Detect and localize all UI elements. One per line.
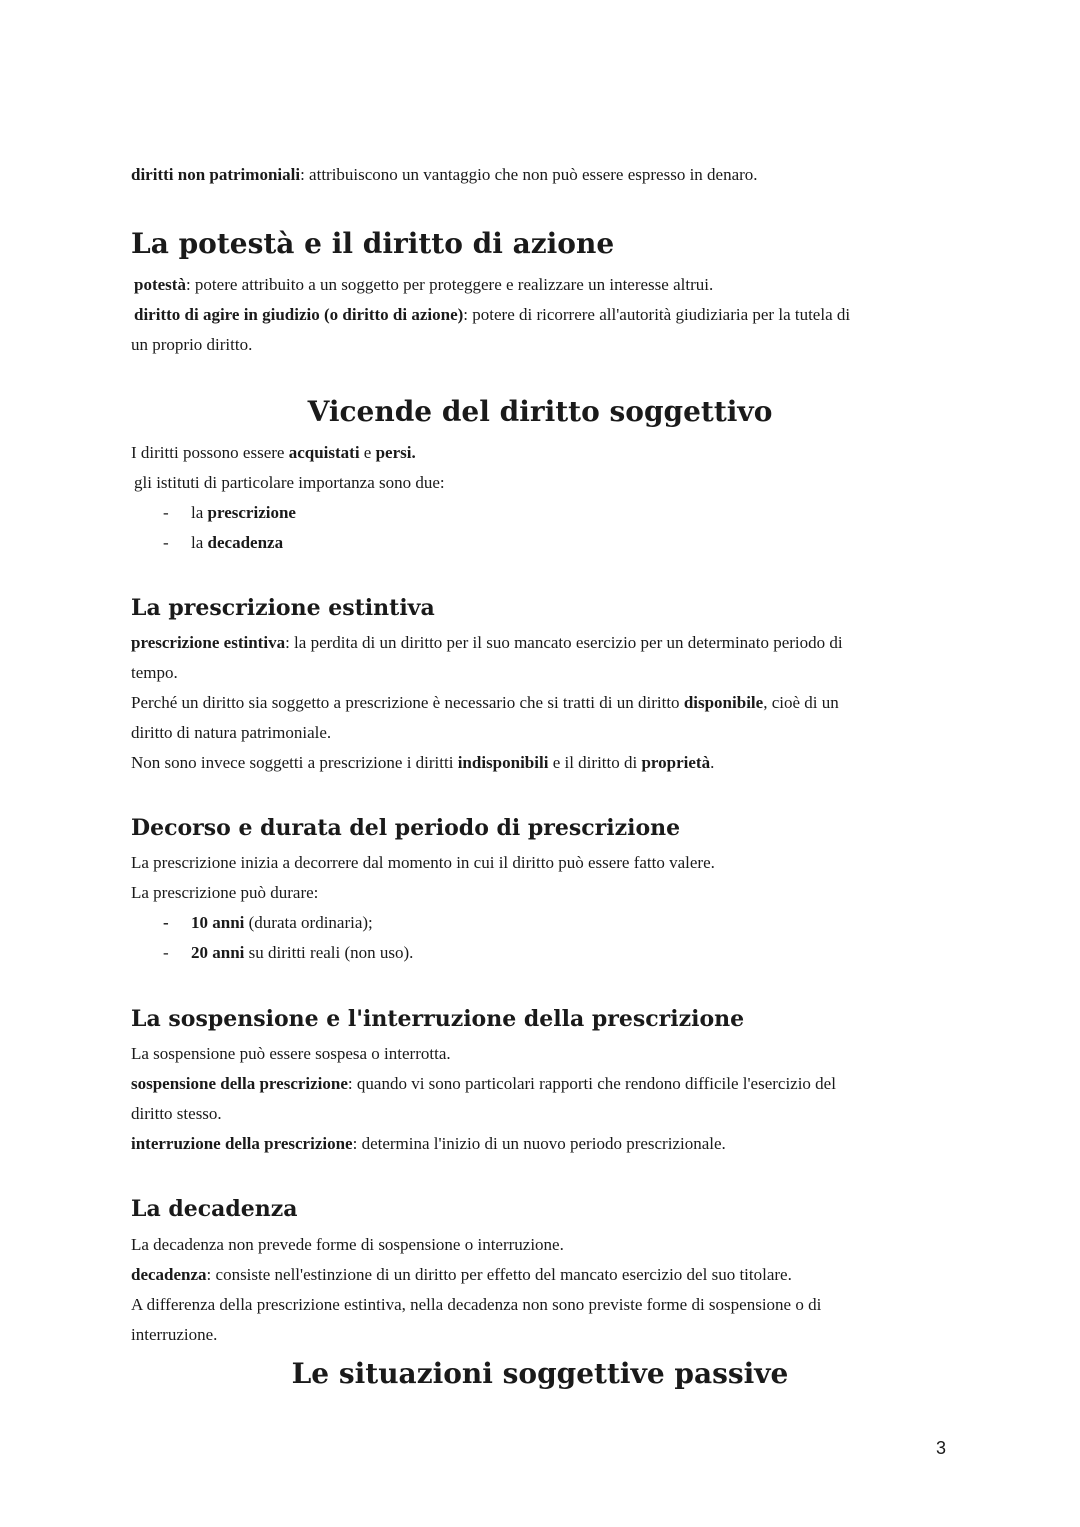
vicende-line-2: gli istituti di particolare importanza sono due:	[134, 473, 445, 492]
intro-line: diritti non patrimoniali: attribuiscono un vantaggio che non può essere espresso in denaro.	[131, 165, 758, 184]
decad-line-2: decadenza: consiste nell'estinzione di un diritto per effetto del mancato esercizio del suo titolare.	[131, 1265, 792, 1284]
sosp-line-1: La sospensione può essere sospesa o interrotta.	[131, 1044, 451, 1063]
sosp-line-2: sospensione della prescrizione: quando vi sono particolari rapporti che rendono difficile l'esercizio del	[131, 1074, 836, 1093]
page-number: 3	[936, 1438, 947, 1458]
decad-line-3: A differenza della prescrizione estintiva, nella decadenza non sono previste forme di sospensione o di	[131, 1295, 822, 1314]
sosp-line-4: interruzione della prescrizione: determina l'inizio di un nuovo periodo prescrizionale.	[131, 1134, 726, 1153]
list-item: - la prescrizione	[163, 503, 296, 522]
vicende-line-1: I diritti possono essere acquistati e persi.	[131, 443, 416, 462]
potesta-line-3: un proprio diritto.	[131, 335, 253, 354]
heading-decorso: Decorso e durata del periodo di prescrizione	[131, 815, 681, 841]
prescr-line-1: prescrizione estintiva: la perdita di un diritto per il suo mancato esercizio per un determinato periodo di	[131, 633, 843, 652]
sosp-line-3: diritto stesso.	[131, 1104, 222, 1123]
heading-prescrizione-estintiva: La prescrizione estintiva	[131, 595, 435, 621]
prescr-line-4: diritto di natura patrimoniale.	[131, 723, 332, 742]
list-item: - la decadenza	[163, 533, 284, 552]
potesta-line-1: potestà: potere attribuito a un soggetto per proteggere e realizzare un interesse altrui.	[134, 275, 714, 294]
list-item: - 20 anni su diritti reali (non uso).	[163, 943, 414, 962]
heading-sospensione: La sospensione e l'interruzione della prescrizione	[131, 1006, 745, 1032]
term-diritti-non-patrimoniali: diritti non patrimoniali	[131, 165, 301, 184]
heading-potesta: La potestà e il diritto di azione	[131, 227, 615, 260]
prescr-line-5: Non sono invece soggetti a prescrizione i diritti indisponibili e il diritto di proprietà.	[131, 753, 715, 772]
prescr-line-2: tempo.	[131, 663, 178, 682]
heading-decadenza: La decadenza	[131, 1196, 298, 1222]
decad-line-4: interruzione.	[131, 1325, 218, 1344]
heading-situazioni-passive: Le situazioni soggettive passive	[291, 1357, 789, 1390]
prescr-line-3: Perché un diritto sia soggetto a prescrizione è necessario che si tratti di un diritto disponibile, cioè di un	[131, 693, 839, 712]
potesta-line-2: diritto di agire in giudizio (o diritto di azione): potere di ricorrere all'autorità giudiziaria per la tutela di	[134, 305, 851, 324]
decorso-line-2: La prescrizione può durare:	[131, 883, 319, 902]
heading-vicende: Vicende del diritto soggettivo	[307, 395, 773, 428]
decad-line-1: La decadenza non prevede forme di sospensione o interruzione.	[131, 1235, 564, 1254]
decorso-line-1: La prescrizione inizia a decorrere dal momento in cui il diritto può essere fatto valere.	[131, 853, 715, 872]
list-item: - 10 anni (durata ordinaria);	[163, 913, 373, 932]
